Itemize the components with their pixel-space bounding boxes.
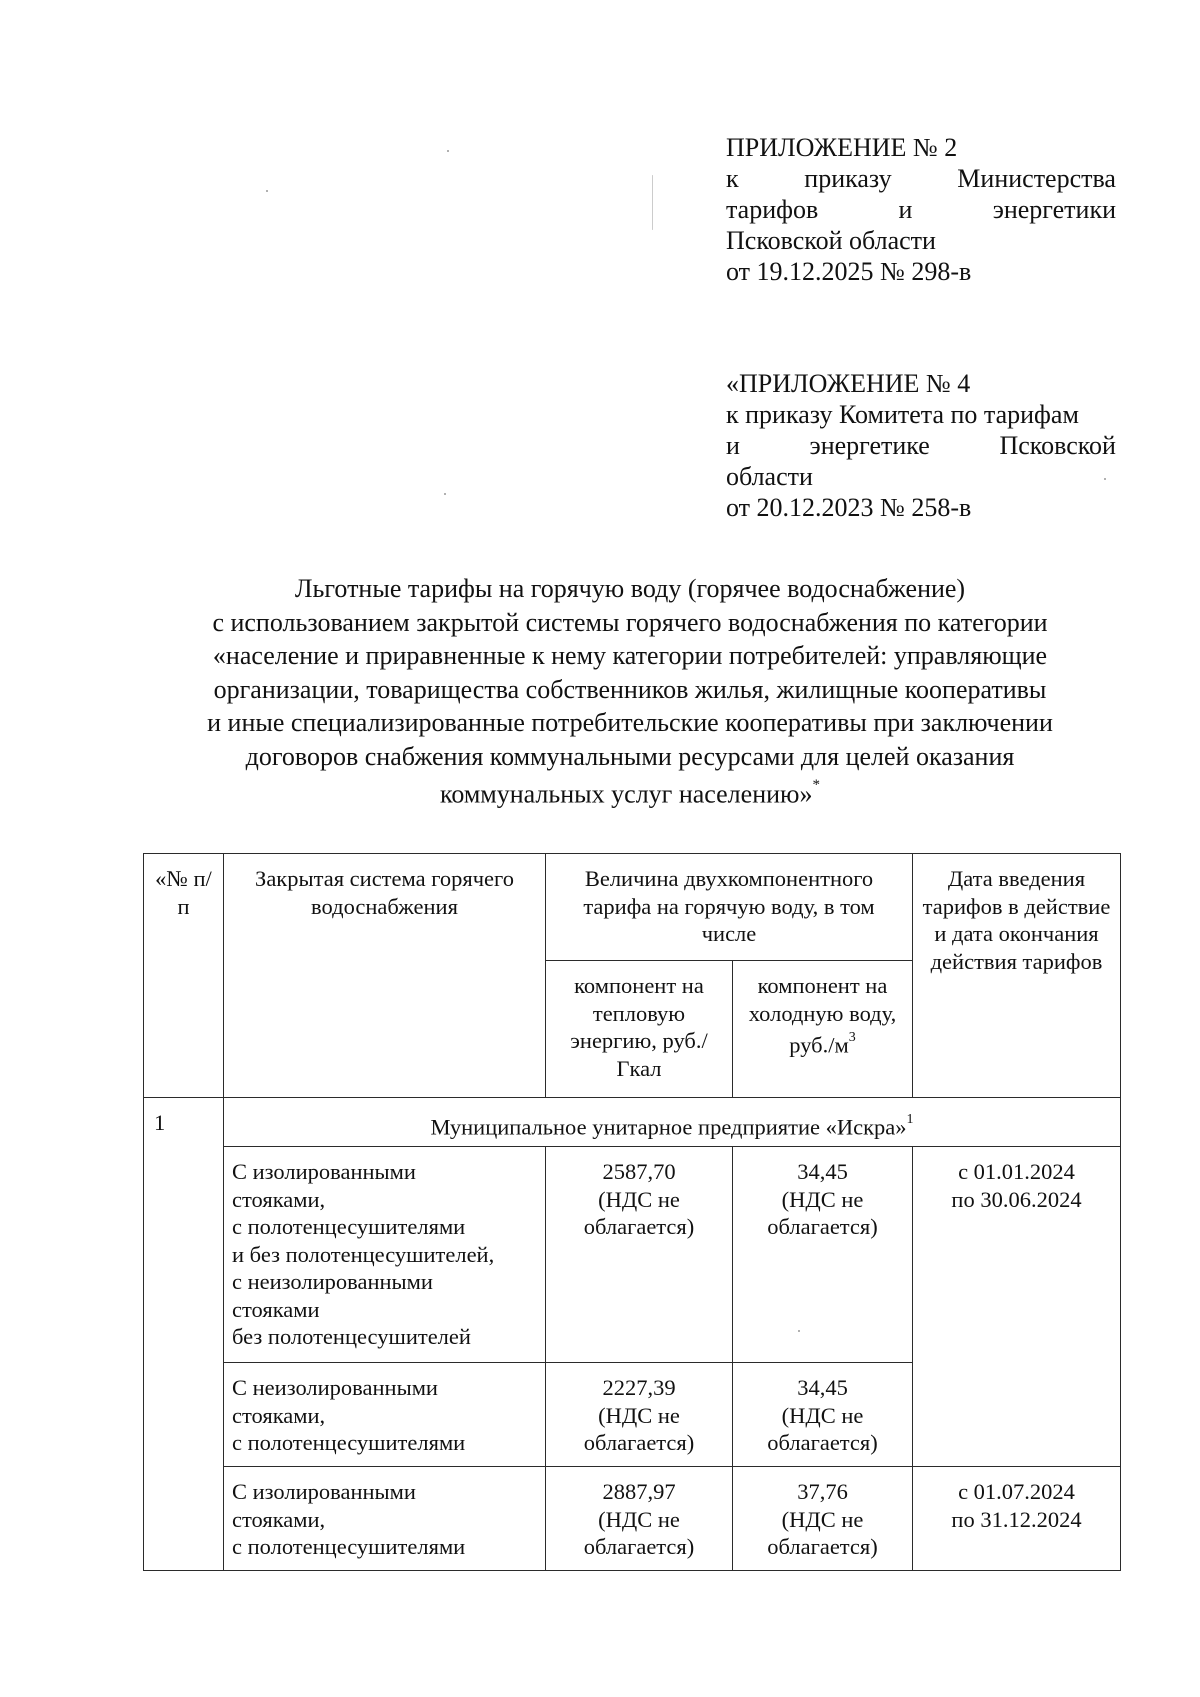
appendix-amended-order-line: к приказу Комитета по тарифам [726, 400, 1079, 429]
tariffs-table [143, 853, 1121, 1571]
appendix-current-date: от 19.12.2025 № 298-в [726, 257, 972, 286]
scan-speck [266, 190, 268, 192]
row-system-description: С изолированными стояками, с полотенцесушителями [224, 1467, 546, 1571]
header-system: Закрытая система горячего водоснабжения [224, 854, 546, 1098]
org-footnote-mark: 1 [906, 1112, 914, 1127]
appendix-current-title: ПРИЛОЖЕНИЕ № 2 [726, 133, 958, 162]
header-dates: Дата введения тарифов в действие и дата окончания действия тарифов [913, 854, 1121, 1098]
table-org-row [144, 1098, 1121, 1147]
appendix-current-region: Псковской области [726, 226, 936, 255]
row-dates: с 01.01.2024 по 30.06.2024 [913, 1147, 1121, 1467]
appendix-amended-committee-line: и энергетике Псковской [726, 431, 1116, 460]
appendix-current-order-line: к приказу Министерства [726, 164, 1116, 193]
table-row [144, 1467, 1121, 1571]
row-heat-tariff: 2227,39 (НДС не облагается) [546, 1363, 733, 1467]
table-header-row [144, 854, 1121, 961]
scan-speck [447, 150, 449, 152]
header-tariff: Величина двухкомпонентного тарифа на горячую воду, в том числе [546, 854, 913, 961]
row-cold-tariff: 37,76 (НДС не облагается) [733, 1467, 913, 1571]
row-system-description: С изолированными стояками, с полотенцесушителями и без полотенцесушителей, с неизолированными стояками без полотенцесушителей [224, 1147, 546, 1363]
row-dates: с 01.07.2024 по 31.12.2024 [913, 1467, 1121, 1571]
appendix-amended-date: от 20.12.2023 № 258-в [726, 493, 972, 522]
title-footnote-mark: * [812, 777, 820, 793]
row-heat-tariff: 2887,97 (НДС не облагается) [546, 1467, 733, 1571]
scan-mark [652, 175, 653, 230]
org-name-cell: Муниципальное унитарное предприятие «Искра»$^1$ [224, 1098, 1121, 1147]
header-cold-component: компонент на холодную воду, $руб./м^3$ [733, 961, 913, 1098]
appendix-amended-header [726, 368, 1116, 523]
document-title: Льготные тарифы на горячую воду (горячее водоснабжение) с использованием закрытой системы горячего водоснабжения по категории «население и приравненные к нему категории потребителей: управляющие организации, товарищества собственников жилья, жилищные кооперативы и иные специализированные потребительские кооперативы при заключении договоров снабжения коммунальными ресурсами для целей оказания коммунальных услуг населению»* [130, 572, 1130, 811]
org-number: 1 [144, 1098, 224, 1571]
row-heat-tariff: 2587,70 (НДС не облагается) [546, 1147, 733, 1363]
table-row [144, 1147, 1121, 1363]
row-cold-tariff: 34,45 (НДС не облагается) [733, 1147, 913, 1363]
scan-speck [1104, 478, 1106, 480]
header-num: «№ п/п [144, 854, 224, 1098]
scan-speck [798, 1330, 800, 1332]
appendix-amended-title: «ПРИЛОЖЕНИЕ № 4 [726, 369, 971, 398]
appendix-amended-region: области [726, 462, 813, 491]
appendix-current-ministry-line: тарифов и энергетики [726, 195, 1116, 224]
appendix-current-header [726, 132, 1116, 287]
row-cold-tariff: 34,45 (НДС не облагается) [733, 1363, 913, 1467]
row-system-description: С неизолированными стояками, с полотенцесушителями [224, 1363, 546, 1467]
header-heat-component: компонент на тепловую энергию, руб./Гкал [546, 961, 733, 1098]
document-title-last-line: коммунальных услуг населению»* [440, 777, 820, 809]
scan-speck [444, 493, 446, 495]
